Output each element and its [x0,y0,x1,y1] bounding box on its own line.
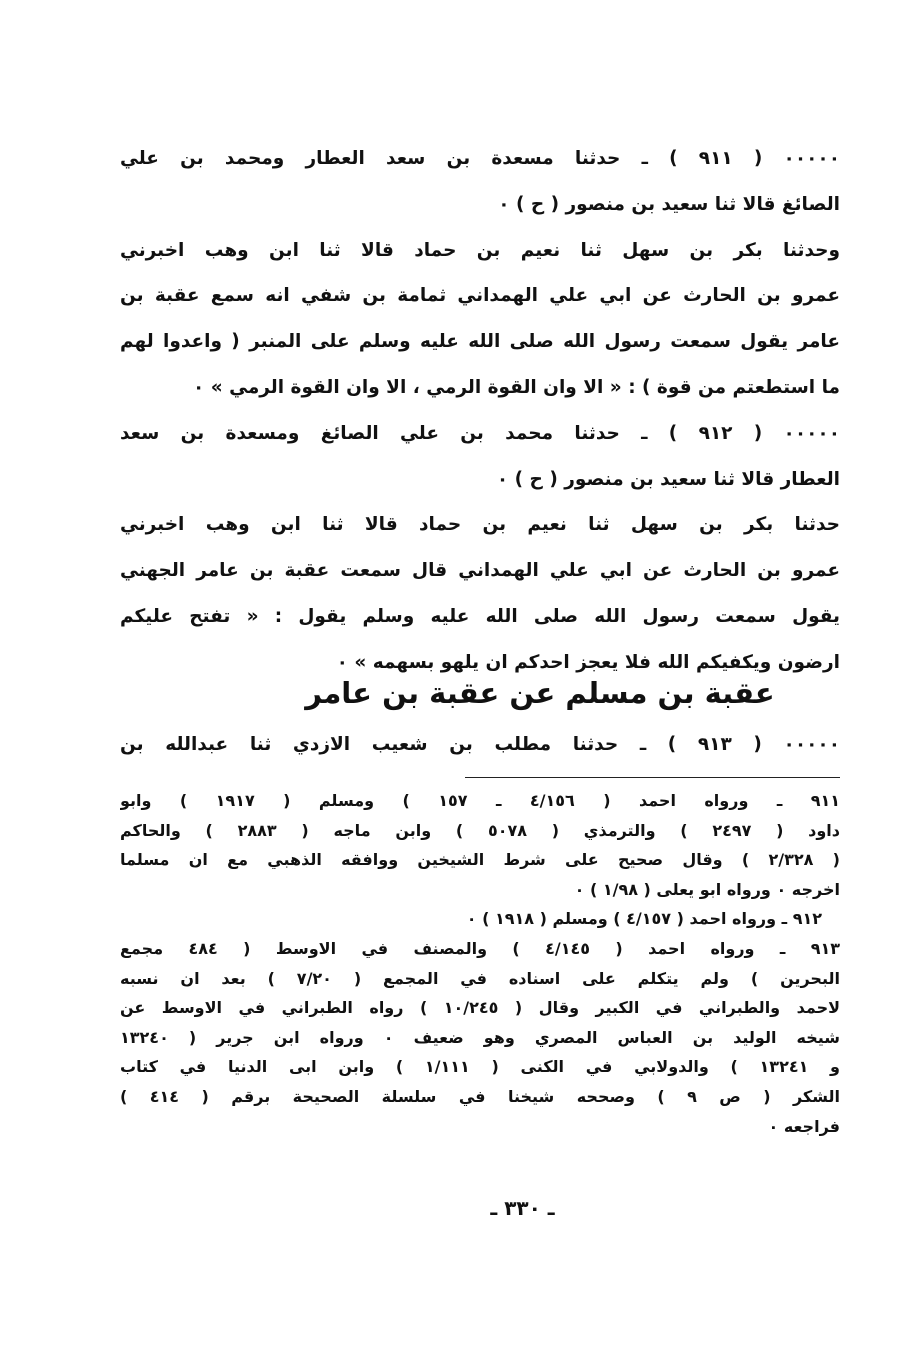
footnote-line: ٩١٢ ـ ورواه احمد ( ٤/١٥٧ ) ومسلم ( ١٩١٨ ) ٠ [466,909,822,929]
body-line: يقول سمعت رسول الله صلى الله عليه وسلم يقول : « تفتح عليكم [120,605,840,627]
footnote-line: الشكر ( ص ٩ ) وصححه شيخنا في سلسلة الصحيحة برقم ( ٤١٤ ) [120,1086,840,1106]
body-line: ارضون ويكفيكم الله فلا يعجز احدكم ان يلهو بسهمه » ٠ [336,651,840,673]
hadith-body-continued [120,722,840,768]
body-line: ٠٠٠٠٠ ( ٩١١ ) ـ حدثنا مسعدة بن سعد العطار ومحمد بن علي [120,148,840,169]
body-line: وحدثنا بكر بن سهل ثنا نعيم بن حماد قالا ثنا ابن وهب اخبرني [120,239,840,261]
body-line: الصائغ قالا ثنا سعيد بن منصور ( ح ) ٠ [498,193,840,215]
section-heading: عقبة بن مسلم عن عقبة بن عامر [305,676,775,710]
footnotes [120,786,840,1141]
body-line: ما استطعتم من قوة ) : « الا وان القوة الرمي ، الا وان القوة الرمي » ٠ [193,376,840,398]
footnote-line: البحرين ) ولم يتكلم على اسناده في المجمع ( ٧/٢٠ ) بعد ان نسبه [120,968,840,988]
body-line: ٠٠٠٠٠ ( ٩١٣ ) ـ حدثنا مطلب بن شعيب الازدي ثنا عبدالله بن [120,734,840,755]
hadith-body [120,136,840,686]
footnote-line: ( ٢/٣٢٨ ) وقال صحيح على شرط الشيخين ووافقه الذهبي مع ان مسلما [120,850,840,870]
footnote-line: داود ( ٢٤٩٧ ) والترمذي ( ٥٠٧٨ ) وابن ماجه ( ٢٨٨٣ ) والحاكم [120,820,840,840]
body-line: حدثنا بكر بن سهل ثنا نعيم بن حماد قالا ثنا ابن وهب اخبرني [120,514,840,536]
body-line: عامر يقول سمعت رسول الله صلى الله عليه وسلم على المنبر ( واعدوا لهم [120,331,840,353]
footnote-line: لاحمد والطبراني في الكبير وقال ( ١٠/٢٤٥ ) رواه الطبراني في الاوسط عن [120,998,840,1018]
page-number: ـ ٣٣٠ ـ [490,1196,555,1220]
footnote-line: اخرجه ٠ ورواه ابو يعلى ( ١/٩٨ ) ٠ [574,879,840,899]
footnote-line: فراجعه ٠ [768,1116,840,1136]
document-page [120,0,840,1345]
footnote-line: ٩١١ ـ ورواه احمد ( ٤/١٥٦ ـ ١٥٧ ) ومسلم ( ١٩١٧ ) وابو [120,791,840,810]
body-line: عمرو بن الحارث عن ابي علي الهمداني قال سمعت عقبة بن عامر الجهني [120,560,840,582]
footnote-line: شيخه الوليد بن العباس المصري وهو ضعيف ٠ ورواه ابن جرير ( ١٣٢٤٠ [120,1027,840,1047]
body-line: عمرو بن الحارث عن ابي علي الهمداني ثمامة بن شفي انه سمع عقبة بن [120,285,840,307]
footnote-line: ٩١٣ ـ ورواه احمد ( ٤/١٤٥ ) والمصنف في الاوسط ( ٤٨٤ مجمع [120,938,840,958]
body-line: ٠٠٠٠٠ ( ٩١٢ ) ـ حدثنا محمد بن علي الصائغ ومسعدة بن سعد [120,422,840,444]
footnote-line: و ١٣٢٤١ ) والدولابي في الكنى ( ١/١١١ ) وابن ابى الدنيا في كتاب [120,1057,840,1077]
footnote-divider [465,777,840,778]
body-line: العطار قالا ثنا سعيد بن منصور ( ح ) ٠ [496,468,840,490]
